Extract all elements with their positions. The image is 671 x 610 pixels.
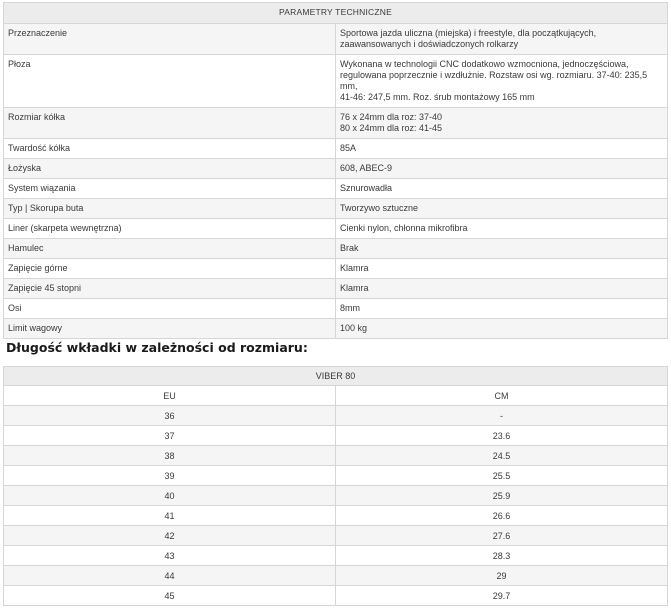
size-row [4, 486, 668, 506]
param-label: Łożyska [4, 159, 336, 179]
size-cm-cell: 25.5 [336, 466, 668, 486]
param-label: Twardość kółka [4, 139, 336, 159]
param-row [4, 55, 668, 108]
size-cm-cell: 27.6 [336, 526, 668, 546]
size-row [4, 426, 668, 446]
param-label: Liner (skarpeta wewnętrzna) [4, 219, 336, 239]
param-value-line: 8mm [340, 303, 360, 313]
param-value [336, 299, 668, 319]
param-row [4, 299, 668, 319]
param-value [336, 219, 668, 239]
param-value-line: Brak [340, 243, 359, 253]
size-eu-cell: 36 [4, 406, 336, 426]
section-heading: Długość wkładki w zależności od rozmiaru: [6, 340, 308, 355]
param-value-line: 608, ABEC-9 [340, 163, 393, 173]
param-row [4, 259, 668, 279]
param-value [336, 179, 668, 199]
param-label: Zapięcie górne [4, 259, 336, 279]
size-eu-cell: 40 [4, 486, 336, 506]
size-header-row [4, 386, 668, 406]
param-value [336, 139, 668, 159]
size-table-body [4, 386, 668, 606]
param-value-line: zaawansowanych i doświadczonych rolkarzy [340, 39, 519, 49]
param-value [336, 159, 668, 179]
param-label: Rozmiar kółka [4, 108, 336, 139]
param-label: Hamulec [4, 239, 336, 259]
param-value [336, 259, 668, 279]
size-row [4, 506, 668, 526]
param-value [336, 319, 668, 339]
size-row [4, 526, 668, 546]
size-row [4, 546, 668, 566]
param-value-line: 100 kg [340, 323, 368, 333]
size-eu-cell: 38 [4, 446, 336, 466]
param-value-line: Sznurowadła [340, 183, 393, 193]
size-eu-cell: 39 [4, 466, 336, 486]
size-cm-cell: - [336, 406, 668, 426]
size-row [4, 566, 668, 586]
param-value [336, 239, 668, 259]
param-value-line: 41-46: 247,5 mm. Roz. śrub montażowy 165 mm [340, 92, 535, 102]
size-chart-table [3, 366, 668, 606]
param-label: Osi [4, 299, 336, 319]
param-value-line: Cienki nylon, chłonna mikrofibra [340, 223, 468, 233]
size-eu-cell: 44 [4, 566, 336, 586]
param-label: Zapięcie 45 stopni [4, 279, 336, 299]
param-label: Typ | Skorupa buta [4, 199, 336, 219]
size-eu-cell: 41 [4, 506, 336, 526]
size-eu-cell: 42 [4, 526, 336, 546]
param-value-line: regulowana poprzecznie i wzdłużnie. Rozstaw osi wg. rozmiaru. 37-40: 235,5 mm, [340, 70, 648, 91]
param-row [4, 219, 668, 239]
size-cm-cell: 29.7 [336, 586, 668, 606]
size-cm-cell: 29 [336, 566, 668, 586]
param-row [4, 139, 668, 159]
param-value-line: 80 x 24mm dla roz: 41-45 [340, 123, 443, 133]
size-column-header: EU [4, 386, 336, 406]
param-value-line: Tworzywo sztuczne [340, 203, 419, 213]
technical-parameters-table [3, 2, 668, 339]
size-cm-cell: 25.9 [336, 486, 668, 506]
param-row [4, 108, 668, 139]
size-cm-cell: 28.3 [336, 546, 668, 566]
param-value [336, 108, 668, 139]
params-table-body [4, 24, 668, 339]
param-label: Limit wagowy [4, 319, 336, 339]
param-label: Przeznaczenie [4, 24, 336, 55]
param-row [4, 179, 668, 199]
param-row [4, 239, 668, 259]
param-value-line: 85A [340, 143, 357, 153]
param-value [336, 55, 668, 108]
size-cm-cell: 26.6 [336, 506, 668, 526]
size-row [4, 446, 668, 466]
param-row [4, 279, 668, 299]
size-row [4, 466, 668, 486]
param-row [4, 159, 668, 179]
param-value [336, 199, 668, 219]
param-row [4, 199, 668, 219]
size-eu-cell: 37 [4, 426, 336, 446]
param-label: System wiązania [4, 179, 336, 199]
param-row [4, 319, 668, 339]
size-eu-cell: 45 [4, 586, 336, 606]
size-column-header: CM [336, 386, 668, 406]
params-table-title: PARAMETRY TECHNICZNE [4, 3, 668, 24]
size-eu-cell: 43 [4, 546, 336, 566]
size-cm-cell: 24.5 [336, 446, 668, 466]
param-value-line: Klamra [340, 263, 369, 273]
param-value [336, 24, 668, 55]
param-value-line: Wykonana w technologii CNC dodatkowo wzmocniona, jednoczęściowa, [340, 59, 629, 69]
size-cm-cell: 23.6 [336, 426, 668, 446]
param-label: Płoza [4, 55, 336, 108]
size-table-title: VIBER 80 [4, 367, 668, 386]
param-value-line: Sportowa jazda uliczna (miejska) i freestyle, dla początkujących, [340, 28, 597, 38]
size-row [4, 586, 668, 606]
param-value-line: Klamra [340, 283, 369, 293]
size-row [4, 406, 668, 426]
param-row [4, 24, 668, 55]
param-value-line: 76 x 24mm dla roz: 37-40 [340, 112, 443, 122]
param-value [336, 279, 668, 299]
